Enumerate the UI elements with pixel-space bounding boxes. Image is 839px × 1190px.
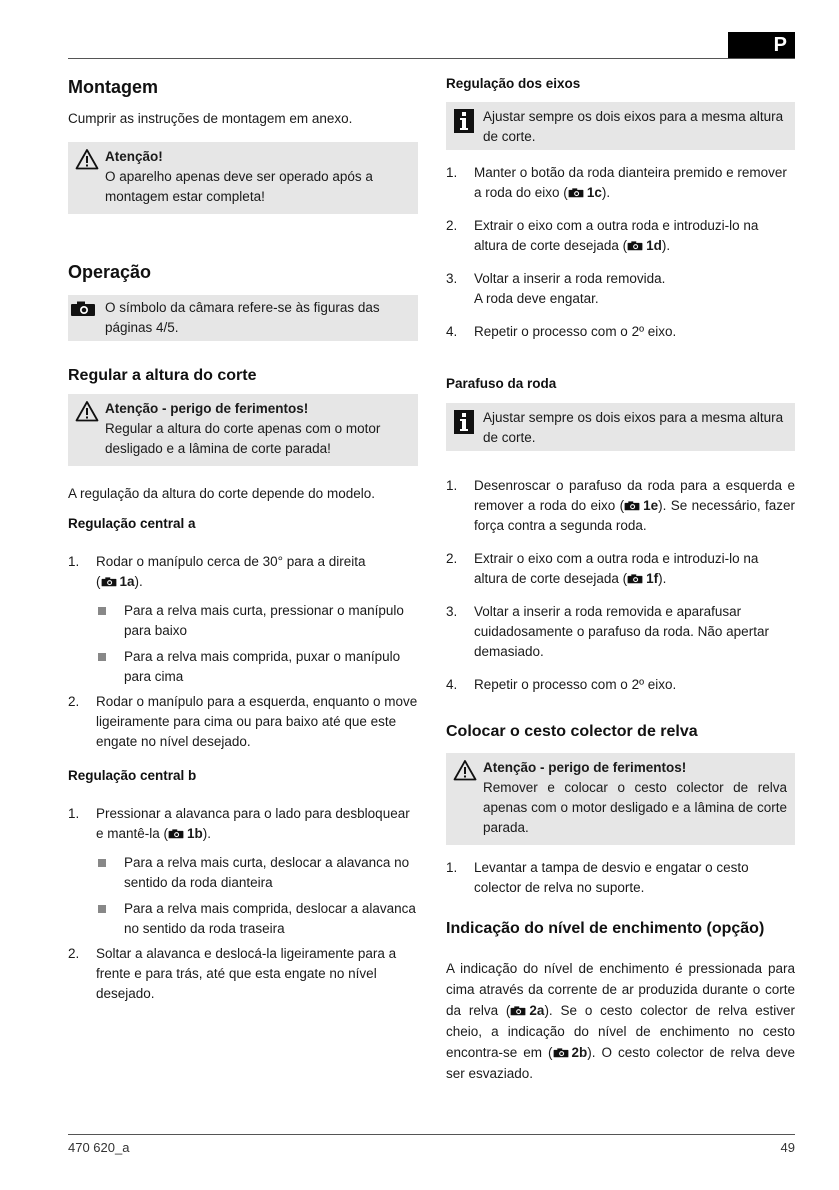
subsection-title-central-b: Regulação central b	[68, 768, 197, 783]
parafuso-steps	[446, 476, 795, 695]
eixos-steps	[446, 163, 795, 342]
list-item	[68, 692, 418, 752]
figure-label: 2b	[571, 1045, 588, 1060]
figure-label: 1b	[187, 826, 203, 841]
step-text: Repetir o processo com o 2º eixo.	[474, 677, 677, 692]
figure-reference	[510, 1003, 544, 1018]
list-item	[446, 549, 795, 589]
doc-code: 470 620_a	[68, 1140, 130, 1155]
central-a-steps	[68, 552, 418, 752]
bullet-text: Para a relva mais comprida, deslocar a alavanca no sentido da roda traseira	[124, 901, 416, 936]
list-item	[68, 552, 418, 687]
camera-icon	[101, 577, 117, 587]
page-number: 49	[780, 1140, 795, 1155]
step-number: 3.	[446, 271, 458, 286]
list-item	[446, 216, 795, 256]
list-item	[96, 899, 418, 939]
camera-note-text: O símbolo da câmara refere-se às figuras das páginas 4/5.	[105, 300, 380, 335]
paragraph-text: ). Se o cesto colector de relva estiver cheio, a indicação do nível de enchimento no cesto encontra-se em (	[446, 1003, 795, 1060]
list-item	[68, 804, 418, 939]
step-text: Voltar a inserir a roda removida e aparafusar cuidadosamente o parafuso da roda. Não apertar demasiado.	[474, 604, 769, 659]
top-divider	[68, 58, 795, 59]
bullet-list	[96, 853, 418, 939]
camera-icon	[568, 188, 584, 198]
step-text: Rodar o manípulo cerca de 30° para a direita	[96, 554, 366, 569]
warning-triangle-icon	[75, 400, 99, 422]
bullet-square-icon	[98, 859, 106, 867]
warning-title: Atenção - perigo de ferimentos!	[483, 760, 687, 775]
figure-reference	[627, 571, 658, 586]
list-item	[68, 944, 418, 1004]
step-text: Levantar a tampa de desvio e engatar o cesto colector de relva no suporte.	[474, 860, 749, 895]
list-item	[446, 476, 795, 536]
step-number: 1.	[446, 478, 458, 493]
paragraph-text: ). O cesto colector de relva deve ser esvaziado.	[446, 1045, 796, 1081]
section-title-regular: Regular a altura do corte	[68, 367, 257, 384]
paragraph-text: A indicação do nível de enchimento é pressionada para cima através da corrente de ar produzida durante o corte da relva (	[446, 961, 795, 1018]
list-item	[96, 853, 418, 893]
section-title-indicacao: Indicação do nível de enchimento (opção)	[446, 920, 765, 937]
section-title-cesto: Colocar o cesto colector de relva	[446, 723, 698, 740]
fig-paren: ).	[601, 185, 611, 200]
camera-icon	[510, 1006, 526, 1016]
camera-note-box	[68, 295, 418, 341]
warning-triangle-icon	[453, 759, 477, 781]
step-text: Pressionar a alavanca para o lado para desbloquear e mantê-la (	[96, 806, 410, 841]
language-tab: P	[728, 32, 795, 59]
section-title-montagem: Montagem	[68, 77, 158, 97]
step-number: 4.	[446, 677, 458, 692]
info-text: Ajustar sempre os dois eixos para a mesma altura de corte.	[483, 410, 784, 445]
camera-icon	[624, 501, 640, 511]
cesto-steps	[446, 858, 795, 898]
warning-title: Atenção - perigo de ferimentos!	[105, 401, 309, 416]
step-number: 1.	[446, 860, 458, 875]
list-item	[446, 602, 795, 662]
step-number: 2.	[68, 946, 80, 961]
bullet-text: Para a relva mais curta, pressionar o manípulo para baixo	[124, 603, 404, 638]
parafuso-info-box	[446, 403, 795, 451]
step-text: Extrair o eixo com a outra roda e introduzi-lo na altura de corte desejada (	[474, 551, 759, 586]
step-number: 2.	[446, 218, 458, 233]
fig-paren: ). Se necessário, fazer força contra a segunda roda.	[474, 498, 795, 533]
step-text: Voltar a inserir a roda removida.	[474, 271, 666, 286]
info-text: Ajustar sempre os dois eixos para a mesma altura de corte.	[483, 109, 784, 144]
step-number: 1.	[68, 554, 80, 569]
step-number: 1.	[68, 806, 80, 821]
step-text: A roda deve engatar.	[474, 291, 599, 306]
figure-label: 1a	[119, 574, 135, 589]
figure-label: 1e	[643, 498, 659, 513]
bottom-divider	[68, 1134, 795, 1135]
montagem-intro: Cumprir as instruções de montagem em anexo.	[68, 111, 353, 126]
fig-paren: ).	[202, 826, 212, 841]
warning-text: Regular a altura do corte apenas com o motor desligado e a lâmina de corte parada!	[105, 421, 381, 456]
subsection-title-parafuso: Parafuso da roda	[446, 376, 557, 391]
bullet-square-icon	[98, 905, 106, 913]
indicacao-paragraph	[446, 958, 795, 1084]
figure-reference	[101, 574, 135, 589]
fig-paren: (	[96, 574, 101, 589]
warning-title: Atenção!	[105, 149, 163, 164]
warning-text: Remover e colocar o cesto colector de relva apenas com o motor desligado e a lâmina de corte parada.	[483, 780, 787, 835]
fig-paren: ).	[134, 574, 143, 589]
step-text: Manter o botão da roda dianteira premido e remover a roda do eixo (	[474, 165, 787, 200]
eixos-info-box	[446, 102, 795, 150]
subsection-title-eixos: Regulação dos eixos	[446, 76, 581, 91]
camera-icon	[168, 829, 184, 839]
bullet-square-icon	[98, 607, 106, 615]
regular-intro: A regulação da altura do corte depende do modelo.	[68, 486, 375, 501]
central-b-steps	[68, 804, 418, 1004]
step-number: 2.	[446, 551, 458, 566]
list-item	[446, 675, 795, 695]
figure-reference	[168, 826, 203, 841]
list-item	[446, 269, 795, 309]
warning-triangle-icon	[75, 148, 99, 170]
warning-text: O aparelho apenas deve ser operado após a montagem estar completa!	[105, 169, 373, 204]
subsection-title-central-a: Regulação central a	[68, 516, 196, 531]
bullet-text: Para a relva mais curta, deslocar a alavanca no sentido da roda dianteira	[124, 855, 410, 890]
list-item	[96, 647, 418, 687]
step-text: Repetir o processo com o 2º eixo.	[474, 324, 677, 339]
list-item	[446, 163, 795, 203]
step-text: Rodar o manípulo para a esquerda, enquanto o move ligeiramente para cima ou para baixo até que este engate no nível desejado.	[96, 694, 418, 749]
figure-label: 2a	[529, 1003, 545, 1018]
bullet-text: Para a relva mais comprida, puxar o manípulo para cima	[124, 649, 401, 684]
fig-paren: ).	[661, 238, 671, 253]
figure-reference	[553, 1045, 588, 1060]
bullet-list	[96, 601, 418, 687]
regular-warning-box	[68, 394, 418, 466]
step-text: Extrair o eixo com a outra roda e introduzi-lo na altura de corte desejada (	[474, 218, 759, 253]
bullet-square-icon	[98, 653, 106, 661]
step-text: Desenroscar o parafuso da roda para a esquerda e remover a roda do eixo (	[474, 478, 795, 513]
left-column	[68, 72, 418, 1004]
list-item	[96, 601, 418, 641]
camera-icon	[70, 301, 96, 317]
camera-icon	[627, 241, 643, 251]
camera-icon	[553, 1048, 569, 1058]
list-item	[446, 858, 795, 898]
step-text: Soltar a alavanca e deslocá-la ligeiramente para a frente e para trás, até que esta engate no nível desejado.	[96, 946, 397, 1001]
figure-reference	[627, 238, 662, 253]
step-number: 3.	[446, 604, 458, 619]
info-icon	[454, 109, 474, 133]
camera-icon	[627, 574, 643, 584]
list-item	[446, 322, 795, 342]
info-icon	[454, 410, 474, 434]
figure-label: 1d	[646, 238, 662, 253]
cesto-warning-box	[446, 753, 795, 845]
figure-reference	[568, 185, 602, 200]
step-number: 1.	[446, 165, 458, 180]
step-number: 4.	[446, 324, 458, 339]
figure-label: 1c	[586, 185, 602, 200]
step-number: 2.	[68, 694, 80, 709]
section-title-operacao: Operação	[68, 262, 152, 282]
montagem-warning-box	[68, 142, 418, 214]
fig-paren: ).	[658, 571, 667, 586]
figure-reference	[624, 498, 658, 513]
right-column	[446, 72, 795, 1084]
figure-label: 1f	[646, 571, 659, 586]
